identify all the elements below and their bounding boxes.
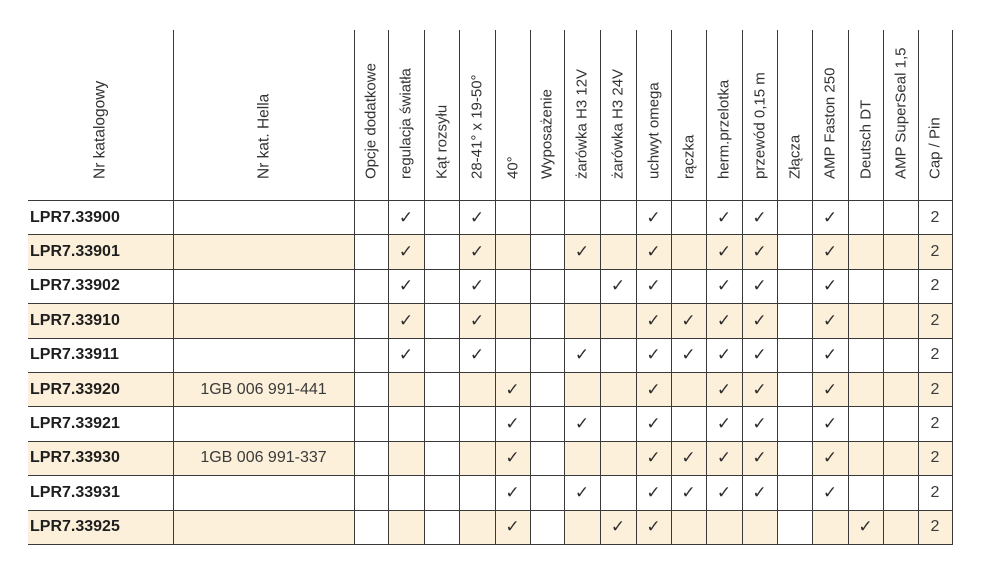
- hella-number-cell: [173, 304, 354, 338]
- amp-faston-cell: ✓: [812, 372, 848, 406]
- handle-cell: [671, 269, 706, 303]
- header-row: [28, 30, 952, 201]
- bulb-h3-24v-cell: ✓: [600, 510, 636, 544]
- deutsch-dt-cell: [848, 407, 883, 441]
- table-row: [28, 510, 952, 544]
- angle-28-41-cell: [459, 407, 495, 441]
- angle-28-41-cell: ✓: [459, 201, 495, 235]
- bulb-h3-12v-cell: ✓: [564, 338, 600, 372]
- equipment-group-cell: [530, 372, 564, 406]
- wire-cell: ✓: [742, 372, 777, 406]
- table-row: [28, 441, 952, 475]
- deutsch-dt-cell: [848, 269, 883, 303]
- table-row: [28, 407, 952, 441]
- col-header-bulb-h3-24v: żarówka H3 24V: [600, 30, 636, 201]
- col-header-wire: przewód 0,15 m: [742, 30, 777, 201]
- connectors-group-cell: [777, 510, 812, 544]
- amp-superseal-cell: [883, 441, 918, 475]
- catalog-number-cell: LPR7.33902: [28, 269, 173, 303]
- light-adjust-cell: ✓: [388, 338, 424, 372]
- omega-holder-cell: ✓: [636, 372, 671, 406]
- amp-superseal-cell: [883, 372, 918, 406]
- amp-faston-cell: ✓: [812, 476, 848, 510]
- angle-group-cell: [424, 372, 459, 406]
- angle-28-41-cell: ✓: [459, 235, 495, 269]
- cap-pin-cell: 2: [918, 476, 952, 510]
- equipment-group-cell: [530, 407, 564, 441]
- table-row: [28, 476, 952, 510]
- sealed-grommet-cell: ✓: [706, 476, 742, 510]
- light-adjust-cell: [388, 441, 424, 475]
- cap-pin-cell: 2: [918, 441, 952, 475]
- omega-holder-cell: ✓: [636, 476, 671, 510]
- equipment-group-cell: [530, 441, 564, 475]
- angle-40-cell: [495, 235, 530, 269]
- deutsch-dt-cell: [848, 476, 883, 510]
- connectors-group-cell: [777, 476, 812, 510]
- amp-superseal-cell: [883, 201, 918, 235]
- angle-40-cell: ✓: [495, 407, 530, 441]
- col-header-options-group: Opcje dodatkowe: [354, 30, 388, 201]
- col-header-angle-group: Kąt rozsyłu: [424, 30, 459, 201]
- amp-superseal-cell: [883, 476, 918, 510]
- angle-28-41-cell: [459, 476, 495, 510]
- connectors-group-cell: [777, 407, 812, 441]
- amp-faston-cell: ✓: [812, 269, 848, 303]
- angle-28-41-cell: ✓: [459, 304, 495, 338]
- hella-number-cell: [173, 510, 354, 544]
- bulb-h3-12v-cell: ✓: [564, 476, 600, 510]
- omega-holder-cell: ✓: [636, 407, 671, 441]
- cap-pin-cell: 2: [918, 235, 952, 269]
- catalog-number-cell: LPR7.33925: [28, 510, 173, 544]
- catalog-number-cell: LPR7.33911: [28, 338, 173, 372]
- connectors-group-cell: [777, 304, 812, 338]
- col-header-light-adjust: regulacja światła: [388, 30, 424, 201]
- angle-40-cell: [495, 304, 530, 338]
- angle-group-cell: [424, 269, 459, 303]
- amp-superseal-cell: [883, 510, 918, 544]
- cap-pin-cell: 2: [918, 304, 952, 338]
- handle-cell: ✓: [671, 338, 706, 372]
- angle-group-cell: [424, 510, 459, 544]
- omega-holder-cell: ✓: [636, 235, 671, 269]
- cap-pin-cell: 2: [918, 510, 952, 544]
- angle-40-cell: [495, 201, 530, 235]
- angle-group-cell: [424, 235, 459, 269]
- deutsch-dt-cell: [848, 338, 883, 372]
- cap-pin-cell: 2: [918, 269, 952, 303]
- handle-cell: ✓: [671, 476, 706, 510]
- options-group-cell: [354, 235, 388, 269]
- col-header-connectors-group: Złącza: [777, 30, 812, 201]
- connectors-group-cell: [777, 441, 812, 475]
- sealed-grommet-cell: ✓: [706, 304, 742, 338]
- options-group-cell: [354, 304, 388, 338]
- col-header-angle-28-41: 28-41° x 19-50°: [459, 30, 495, 201]
- bulb-h3-12v-cell: ✓: [564, 235, 600, 269]
- col-header-amp-faston: AMP Faston 250: [812, 30, 848, 201]
- deutsch-dt-cell: [848, 304, 883, 338]
- bulb-h3-24v-cell: [600, 304, 636, 338]
- handle-cell: [671, 372, 706, 406]
- col-header-omega-holder: uchwyt omega: [636, 30, 671, 201]
- bulb-h3-24v-cell: [600, 201, 636, 235]
- catalog-number-cell: LPR7.33930: [28, 441, 173, 475]
- amp-faston-cell: ✓: [812, 235, 848, 269]
- options-group-cell: [354, 510, 388, 544]
- handle-cell: [671, 201, 706, 235]
- amp-superseal-cell: [883, 269, 918, 303]
- light-adjust-cell: ✓: [388, 235, 424, 269]
- light-adjust-cell: [388, 372, 424, 406]
- bulb-h3-12v-cell: [564, 304, 600, 338]
- omega-holder-cell: ✓: [636, 441, 671, 475]
- col-header-bulb-h3-12v: żarówka H3 12V: [564, 30, 600, 201]
- bulb-h3-12v-cell: [564, 510, 600, 544]
- bulb-h3-12v-cell: [564, 201, 600, 235]
- catalog-number-cell: LPR7.33900: [28, 201, 173, 235]
- angle-40-cell: [495, 338, 530, 372]
- options-group-cell: [354, 201, 388, 235]
- wire-cell: ✓: [742, 201, 777, 235]
- cap-pin-cell: 2: [918, 201, 952, 235]
- bulb-h3-24v-cell: [600, 338, 636, 372]
- options-group-cell: [354, 338, 388, 372]
- catalog-number-cell: LPR7.33920: [28, 372, 173, 406]
- deutsch-dt-cell: [848, 372, 883, 406]
- connectors-group-cell: [777, 338, 812, 372]
- cap-pin-cell: 2: [918, 372, 952, 406]
- handle-cell: [671, 235, 706, 269]
- angle-28-41-cell: ✓: [459, 338, 495, 372]
- wire-cell: ✓: [742, 407, 777, 441]
- table-row: [28, 304, 952, 338]
- table-row: [28, 372, 952, 406]
- col-header-deutsch-dt: Deutsch DT: [848, 30, 883, 201]
- angle-40-cell: ✓: [495, 476, 530, 510]
- options-group-cell: [354, 407, 388, 441]
- wire-cell: ✓: [742, 441, 777, 475]
- angle-40-cell: [495, 269, 530, 303]
- col-header-hella: Nr kat. Hella: [173, 30, 354, 201]
- light-adjust-cell: ✓: [388, 269, 424, 303]
- col-header-amp-superseal: AMP SuperSeal 1,5: [883, 30, 918, 201]
- angle-28-41-cell: [459, 510, 495, 544]
- sealed-grommet-cell: ✓: [706, 372, 742, 406]
- connectors-group-cell: [777, 235, 812, 269]
- table-row: [28, 269, 952, 303]
- connectors-group-cell: [777, 269, 812, 303]
- amp-faston-cell: ✓: [812, 441, 848, 475]
- light-adjust-cell: [388, 510, 424, 544]
- wire-cell: [742, 510, 777, 544]
- col-header-cap-pin: Cap / Pin: [918, 30, 952, 201]
- deutsch-dt-cell: [848, 441, 883, 475]
- amp-superseal-cell: [883, 407, 918, 441]
- handle-cell: [671, 407, 706, 441]
- angle-group-cell: [424, 476, 459, 510]
- handle-cell: ✓: [671, 304, 706, 338]
- angle-28-41-cell: [459, 441, 495, 475]
- deutsch-dt-cell: ✓: [848, 510, 883, 544]
- col-header-catalog: Nr katalogowy: [28, 30, 173, 201]
- bulb-h3-24v-cell: [600, 476, 636, 510]
- wire-cell: ✓: [742, 476, 777, 510]
- equipment-group-cell: [530, 235, 564, 269]
- amp-superseal-cell: [883, 338, 918, 372]
- amp-superseal-cell: [883, 235, 918, 269]
- table-row: [28, 235, 952, 269]
- col-header-equipment-group: Wyposażenie: [530, 30, 564, 201]
- product-table: [28, 30, 953, 545]
- sealed-grommet-cell: ✓: [706, 407, 742, 441]
- hella-number-cell: [173, 269, 354, 303]
- sealed-grommet-cell: ✓: [706, 269, 742, 303]
- equipment-group-cell: [530, 476, 564, 510]
- deutsch-dt-cell: [848, 201, 883, 235]
- connectors-group-cell: [777, 201, 812, 235]
- omega-holder-cell: ✓: [636, 201, 671, 235]
- table-row: [28, 201, 952, 235]
- light-adjust-cell: ✓: [388, 201, 424, 235]
- cap-pin-cell: 2: [918, 338, 952, 372]
- bulb-h3-24v-cell: [600, 372, 636, 406]
- bulb-h3-24v-cell: [600, 441, 636, 475]
- col-header-angle-40: 40°: [495, 30, 530, 201]
- angle-group-cell: [424, 201, 459, 235]
- hella-number-cell: [173, 407, 354, 441]
- options-group-cell: [354, 476, 388, 510]
- hella-number-cell: 1GB 006 991-337: [173, 441, 354, 475]
- bulb-h3-12v-cell: [564, 372, 600, 406]
- equipment-group-cell: [530, 338, 564, 372]
- light-adjust-cell: [388, 476, 424, 510]
- hella-number-cell: 1GB 006 991-441: [173, 372, 354, 406]
- hella-number-cell: [173, 235, 354, 269]
- sealed-grommet-cell: [706, 510, 742, 544]
- cap-pin-cell: 2: [918, 407, 952, 441]
- handle-cell: [671, 510, 706, 544]
- table-body: [28, 201, 952, 545]
- sealed-grommet-cell: ✓: [706, 338, 742, 372]
- equipment-group-cell: [530, 269, 564, 303]
- hella-number-cell: [173, 201, 354, 235]
- catalog-number-cell: LPR7.33931: [28, 476, 173, 510]
- col-header-sealed-grommet: herm.przelotka: [706, 30, 742, 201]
- hella-number-cell: [173, 338, 354, 372]
- amp-faston-cell: ✓: [812, 338, 848, 372]
- angle-group-cell: [424, 304, 459, 338]
- angle-40-cell: ✓: [495, 510, 530, 544]
- angle-40-cell: ✓: [495, 372, 530, 406]
- catalog-number-cell: LPR7.33910: [28, 304, 173, 338]
- bulb-h3-24v-cell: [600, 407, 636, 441]
- options-group-cell: [354, 372, 388, 406]
- bulb-h3-12v-cell: ✓: [564, 407, 600, 441]
- angle-group-cell: [424, 338, 459, 372]
- equipment-group-cell: [530, 304, 564, 338]
- amp-faston-cell: ✓: [812, 407, 848, 441]
- angle-group-cell: [424, 441, 459, 475]
- handle-cell: ✓: [671, 441, 706, 475]
- options-group-cell: [354, 269, 388, 303]
- light-adjust-cell: ✓: [388, 304, 424, 338]
- bulb-h3-24v-cell: [600, 235, 636, 269]
- angle-28-41-cell: [459, 372, 495, 406]
- wire-cell: ✓: [742, 235, 777, 269]
- hella-number-cell: [173, 476, 354, 510]
- angle-28-41-cell: ✓: [459, 269, 495, 303]
- light-adjust-cell: [388, 407, 424, 441]
- table-row: [28, 338, 952, 372]
- bulb-h3-12v-cell: [564, 269, 600, 303]
- connectors-group-cell: [777, 372, 812, 406]
- angle-group-cell: [424, 407, 459, 441]
- omega-holder-cell: ✓: [636, 338, 671, 372]
- omega-holder-cell: ✓: [636, 304, 671, 338]
- wire-cell: ✓: [742, 304, 777, 338]
- amp-faston-cell: [812, 510, 848, 544]
- amp-faston-cell: ✓: [812, 304, 848, 338]
- deutsch-dt-cell: [848, 235, 883, 269]
- options-group-cell: [354, 441, 388, 475]
- col-header-handle: rączka: [671, 30, 706, 201]
- equipment-group-cell: [530, 201, 564, 235]
- angle-40-cell: ✓: [495, 441, 530, 475]
- omega-holder-cell: ✓: [636, 269, 671, 303]
- sealed-grommet-cell: ✓: [706, 441, 742, 475]
- wire-cell: ✓: [742, 338, 777, 372]
- omega-holder-cell: ✓: [636, 510, 671, 544]
- amp-faston-cell: ✓: [812, 201, 848, 235]
- catalog-number-cell: LPR7.33921: [28, 407, 173, 441]
- sealed-grommet-cell: ✓: [706, 201, 742, 235]
- bulb-h3-24v-cell: ✓: [600, 269, 636, 303]
- equipment-group-cell: [530, 510, 564, 544]
- bulb-h3-12v-cell: [564, 441, 600, 475]
- amp-superseal-cell: [883, 304, 918, 338]
- catalog-number-cell: LPR7.33901: [28, 235, 173, 269]
- sealed-grommet-cell: ✓: [706, 235, 742, 269]
- wire-cell: ✓: [742, 269, 777, 303]
